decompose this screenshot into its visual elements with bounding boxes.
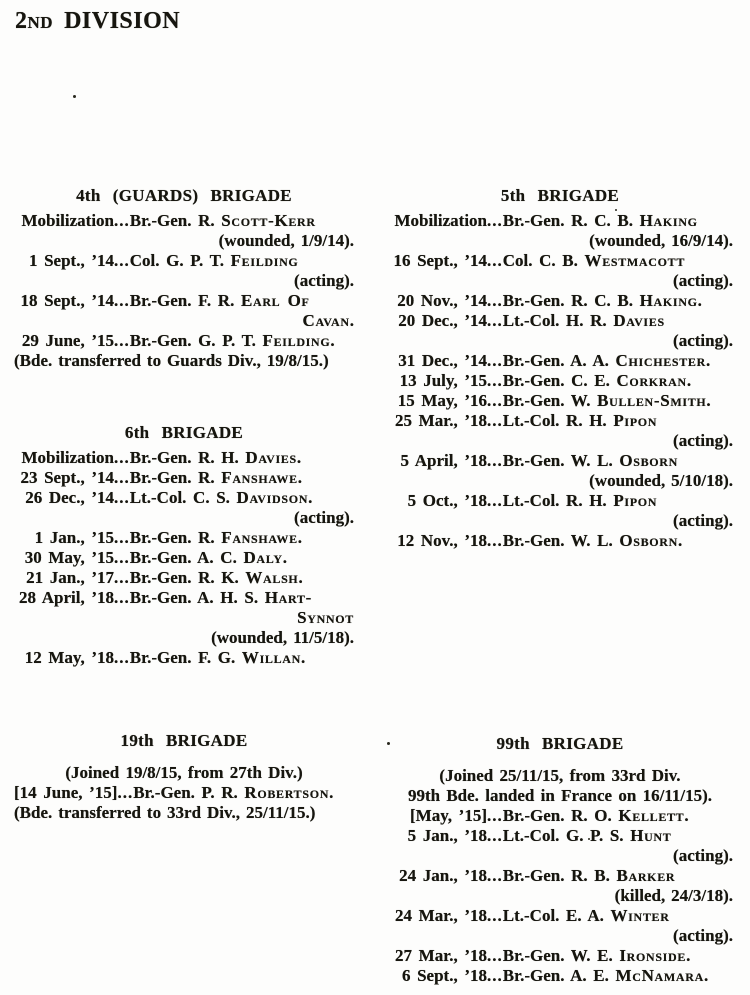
officer-surname: Fanshawe [221, 468, 298, 487]
commander-entry [14, 468, 354, 488]
entry-note: (acting). [294, 271, 354, 290]
entry-officer: Br.-Gen. W. E. Ironside. [502, 946, 691, 965]
commander-entry [387, 311, 733, 331]
entry-separator: ... [114, 648, 130, 667]
commander-entry [387, 451, 733, 471]
entry-date: [14 June, ’15] [14, 783, 118, 802]
commander-entry [14, 488, 354, 508]
entry-officer: Col. C. B. Westmacott [502, 251, 685, 270]
commander-entry [14, 331, 354, 351]
commander-entry [14, 251, 354, 271]
entry-separator: ... [487, 211, 503, 230]
commander-entry [387, 966, 733, 986]
entry-officer: Col. G. P. T. Feilding [129, 251, 299, 270]
brigade-heading: 19th BRIGADE [120, 731, 248, 750]
entry-date: 23 Sept., ’14 [20, 468, 114, 487]
brigade-heading: 6th BRIGADE [124, 423, 244, 442]
commander-entry [14, 568, 354, 588]
officer-surname: Feilding [262, 331, 331, 350]
entry-note: (acting). [673, 331, 733, 350]
entry-officer: Br.-Gen. W. L. Osborn [502, 451, 678, 470]
entry-officer: Br.-Gen. W. L. Osborn. [502, 531, 683, 550]
officer-surname: Chichester [615, 351, 706, 370]
brigade-entries [14, 448, 354, 668]
entry-separator: ... [487, 866, 503, 885]
entry-separator: ... [487, 806, 503, 825]
entry-separator: ... [487, 906, 503, 925]
entry-separator: ... [114, 291, 130, 310]
commander-entry [387, 351, 733, 371]
entry-note: (wounded, 16/9/14). [589, 231, 733, 250]
officer-surname: Westmacott [584, 251, 685, 270]
entry-date: 16 Sept., ’14 [393, 251, 487, 270]
entry-officer: Br.-Gen. R. Fanshawe. [129, 468, 303, 487]
commander-entry [14, 648, 354, 668]
entry-officer: Br.-Gen. A. H. S. Hart- [129, 588, 312, 607]
page-title [15, 8, 180, 35]
entry-officer: Lt.-Col. C. S. Davidson. [129, 488, 313, 507]
entry-note: (acting). [673, 926, 733, 945]
entry-date: 27 Mar., ’18 [395, 946, 487, 965]
commander-entry [387, 906, 733, 926]
entry-separator: ... [487, 291, 503, 310]
entry-officer: Lt.-Col. R. H. Pipon [502, 491, 658, 510]
entry-officer: Br.-Gen. A. C. Daly. [129, 548, 287, 567]
entry-date: 30 May, ’15 [24, 548, 114, 567]
commander-entry [387, 411, 733, 431]
entry-separator: ... [487, 371, 503, 390]
entry-date: 29 June, ’15 [21, 331, 114, 350]
entry-separator: ... [487, 311, 503, 330]
officer-surname: Robertson [244, 783, 330, 802]
entry-date: 1 Jan., ’15 [34, 528, 114, 547]
officer-surname: Willan [241, 648, 301, 667]
entry-separator: ... [114, 448, 130, 467]
entry-officer: Lt.-Col. E. A. Winter [502, 906, 670, 925]
entry-officer: Br.-Gen. W. Bullen-Smith. [502, 391, 711, 410]
entry-note: (killed, 24/3/18). [614, 886, 733, 905]
entry-officer: Br.-Gen. F. G. Willan. [129, 648, 306, 667]
entry-note: (acting). [673, 271, 733, 290]
entry-officer: Br.-Gen. R. Fanshawe. [129, 528, 303, 547]
entry-date: 18 Sept., ’14 [20, 291, 114, 310]
entry-date: 1 Sept., ’14 [28, 251, 114, 270]
entry-date: 26 Dec., ’14 [25, 488, 114, 507]
entry-separator: ... [487, 531, 503, 550]
commander-entry [14, 783, 354, 803]
entry-officer: Br.-Gen. G. P. T. Feilding. [129, 331, 335, 350]
entry-date: 21 Jan., ’17 [26, 568, 114, 587]
commander-entry [14, 448, 354, 468]
brigade-heading: 4th (GUARDS) BRIGADE [76, 186, 292, 205]
entry-note: (wounded, 5/10/18). [589, 471, 733, 490]
entry-note: (Bde. transferred to 33rd Div., 25/11/15.) [14, 803, 316, 822]
officer-surname: Davies [245, 448, 297, 467]
entry-officer: Br.-Gen. R. K. Walsh. [129, 568, 303, 587]
commander-entry [14, 528, 354, 548]
officer-surname: Synnot [297, 608, 354, 627]
entry-date: Mobilization [21, 448, 114, 467]
officer-surname: Fanshawe [221, 528, 298, 547]
brigade-heading: 99th BRIGADE [496, 734, 624, 753]
commander-entry [387, 371, 733, 391]
entry-note [14, 608, 354, 628]
entry-officer: Br.-Gen. R. C. B. Haking [502, 211, 698, 230]
division-word: DIVISION [64, 8, 181, 34]
officer-surname: Osborn [619, 531, 678, 550]
officer-surname: Pipon [613, 491, 658, 510]
entry-date: 5 Oct., ’18 [407, 491, 487, 510]
officer-surname: Davidson [236, 488, 309, 507]
entry-note: (acting). [294, 508, 354, 527]
brigade-entries [387, 211, 733, 551]
entry-note: (wounded, 1/9/14). [218, 231, 354, 250]
officer-surname: Feilding [230, 251, 299, 270]
entry-date: Mobilization [21, 211, 114, 230]
entry-date: 12 Nov., ’18 [397, 531, 487, 550]
entry-officer: Br.-Gen. C. E. Corkran. [502, 371, 692, 390]
entry-date: 6 Sept., ’18 [401, 966, 487, 985]
entry-date: 24 Jan., ’18 [399, 866, 487, 885]
entry-officer: Br.-Gen. F. R. Earl Of [129, 291, 310, 310]
entry-date: 20 Dec., ’14 [398, 311, 487, 330]
entry-officer: Br.-Gen. R. C. B. Haking. [502, 291, 702, 310]
entry-note: (acting). [673, 846, 733, 865]
commander-entry [387, 291, 733, 311]
commander-entry [14, 291, 354, 311]
entry-note: 99th Bde. landed in France on 16/11/15). [407, 786, 713, 805]
entry-separator: ... [114, 568, 130, 587]
entry-separator: ... [487, 966, 503, 985]
entry-date: 20 Nov., ’14 [397, 291, 487, 310]
entry-officer: Lt.-Col. G. P. S. Hunt [502, 826, 672, 845]
entry-separator: ... [487, 251, 503, 270]
commander-entry [14, 588, 354, 608]
entry-separator: ... [487, 451, 503, 470]
entry-separator: ... [487, 411, 503, 430]
brigade-entries [14, 763, 354, 823]
entry-separator: ... [487, 826, 503, 845]
entry-date: 24 Mar., ’18 [395, 906, 487, 925]
entry-date: 12 May, ’18 [24, 648, 114, 667]
commander-entry [387, 866, 733, 886]
entry-note: (wounded, 11/5/18). [211, 628, 354, 647]
officer-surname: Haking [639, 211, 698, 230]
entry-date: 13 July, ’15 [399, 371, 487, 390]
entry-date: 28 April, ’18 [19, 588, 114, 607]
brigade-heading: 5th BRIGADE [500, 186, 620, 205]
commander-entry [387, 251, 733, 271]
entry-officer: Br.-Gen. A. E. McNamara. [502, 966, 709, 985]
officer-surname: Ironside [619, 946, 687, 965]
entry-officer: Br.-Gen. R. Scott-Kerr [129, 211, 316, 230]
officer-surname: Cavan [302, 311, 350, 330]
entry-note: Cavan. [302, 311, 354, 330]
commander-entry [387, 491, 733, 511]
commander-entry [387, 826, 733, 846]
entry-officer: Br.-Gen. R. O. Kellett. [502, 806, 689, 825]
officer-surname: Davies [613, 311, 665, 330]
brigade-entries [387, 766, 733, 986]
entry-separator: ... [114, 331, 130, 350]
entry-officer: Lt.-Col. R. H. Pipon [502, 411, 658, 430]
officer-surname: Kellett [618, 806, 685, 825]
entry-date: [May, ’15] [410, 806, 487, 825]
entry-date: 5 April, ’18 [400, 451, 487, 470]
entry-note: (acting). [673, 511, 733, 530]
entry-note: (Joined 19/8/15, from 27th Div.) [65, 763, 303, 782]
entry-note: (Bde. transferred to Guards Div., 19/8/15.) [14, 351, 329, 370]
entry-separator: ... [487, 491, 503, 510]
entry-date: 15 May, ’16 [397, 391, 487, 410]
entry-separator: ... [114, 251, 130, 270]
officer-surname: Corkran [616, 371, 687, 390]
entry-date: 25 Mar., ’18 [395, 411, 487, 430]
entry-separator: ... [117, 783, 134, 802]
division-number: 2 [15, 8, 28, 34]
entry-separator: ... [114, 488, 130, 507]
officer-surname: Winter [610, 906, 670, 925]
entry-officer: Br.-Gen. A. A. Chichester. [502, 351, 711, 370]
commander-entry [387, 211, 733, 231]
officer-surname: Barker [616, 866, 676, 885]
officer-surname: Walsh [245, 568, 299, 587]
division-ordinal: ND [27, 13, 54, 32]
entry-officer: Br.-Gen. R. B. Barker [502, 866, 676, 885]
entry-officer: Br.-Gen. P. R. Robertson. [133, 783, 334, 802]
officer-surname: Scott-Kerr [221, 211, 316, 230]
officer-surname: Pipon [613, 411, 658, 430]
officer-surname: McNamara [615, 966, 704, 985]
entry-officer: Br.-Gen. R. H. Davies. [129, 448, 302, 467]
section-brigade-99th [387, 734, 733, 986]
entry-separator: ... [487, 391, 503, 410]
entry-note: (Joined 25/11/15, from 33rd Div. [439, 766, 681, 785]
commander-entry [14, 211, 354, 231]
section-brigade-6th [14, 423, 354, 668]
section-brigade-4th-guards [14, 186, 354, 371]
entry-separator: ... [114, 588, 130, 607]
officer-surname: Osborn [619, 451, 678, 470]
officer-surname: Earl Of [240, 291, 310, 310]
entry-separator: ... [487, 946, 503, 965]
section-brigade-19th [14, 731, 354, 823]
commander-entry [387, 806, 733, 826]
entry-date: 5 Jan., ’18 [407, 826, 487, 845]
commander-entry [387, 946, 733, 966]
officer-surname: Daly [243, 548, 283, 567]
entry-separator: ... [114, 468, 130, 487]
entry-date: 31 Dec., ’14 [398, 351, 487, 370]
entry-separator: ... [114, 548, 130, 567]
print-artifact-dot [73, 95, 76, 98]
entry-date: Mobilization [394, 211, 487, 230]
entry-note: (acting). [673, 431, 733, 450]
officer-surname: Haking [639, 291, 698, 310]
commander-entry [14, 548, 354, 568]
commander-entry [387, 531, 733, 551]
commander-entry [387, 391, 733, 411]
officer-surname: Hunt [630, 826, 672, 845]
entry-separator: ... [487, 351, 503, 370]
entry-separator: ... [114, 528, 130, 547]
officer-surname: Bullen-Smith [597, 391, 707, 410]
brigade-entries [14, 211, 354, 371]
officer-surname: Hart- [264, 588, 312, 607]
entry-separator: ... [114, 211, 130, 230]
entry-officer: Lt.-Col. H. R. Davies [502, 311, 665, 330]
section-brigade-5th [387, 186, 733, 551]
